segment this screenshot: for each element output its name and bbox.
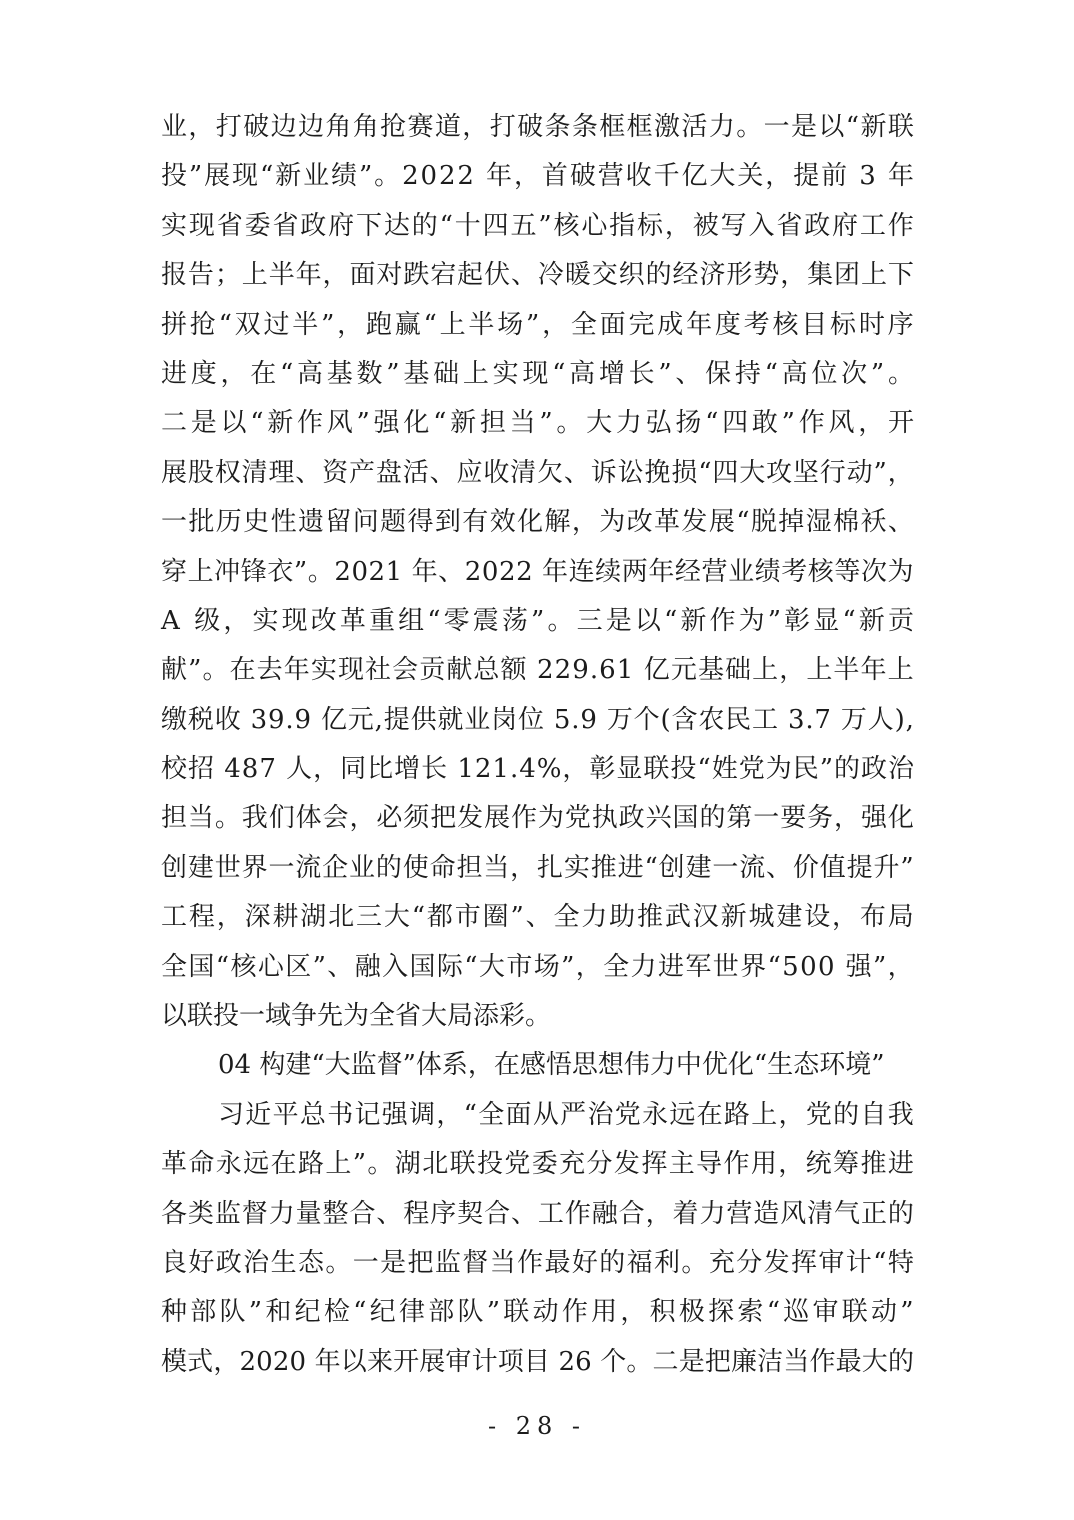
text-line: 业 ， 打 破 边 边 角 角 抢 赛 道 ， 打 破 条 条 框 框 激 活 力 。 一 是 以 “ 新 联 [161,112,914,142]
text-line: 工 程 ， 深 耕 湖 北 三 大 “ 都 市 圈 ” 、 全 力 助 推 武 汉 新 城 建 设 ， 布 局 [161,902,914,933]
text-line: 拼 抢 “ 双 过 半 ” ， 跑 赢 “ 上 半 场 ” ， 全 面 完 成 年 度 考 核 目 标 时 序 [161,309,914,340]
text-line: 二 是 以 “ 新 作 风 ” 强 化 “ 新 担 当 ” 。 大 力 弘 扬 “ 四 敢 ” 作 风 ， 开 [161,408,914,439]
text-line: 担 当 。 我 们 体 会 ， 必 须 把 发 展 作 为 党 执 政 兴 国 的 第 一 要 务 ， 强 化 [161,803,914,834]
text-line: A 级 ， 实 现 改 革 重 组 “ 零 震 荡 ” 。 三 是 以 “ 新 作 为 ” 彰 显 “ 新 贡 [161,605,914,636]
text-line: 穿 上 冲 锋 衣 ” 。 2 0 2 1 年 、 2 0 2 2 年 连 续 两 年 经 营 业 绩 考 核 等 次 为 [161,556,914,587]
text-line: 献 ” 。 在 去 年 实 现 社 会 贡 献 总 额 2 2 9 . 6 1 亿 元 基 础 上 ， 上 半 年 上 [161,655,914,686]
text-line: 投 ” 展 现 “ 新 业 绩 ” 。 2 0 2 2 年 ， 首 破 营 收 千 亿 大 关 ， 提 前 3 年 [161,161,914,192]
text-line: 模 式 ， 2 0 2 0 年 以 来 开 展 审 计 项 目 2 6 个 。 二 是 把 廉 洁 当 作 最 大 的 [161,1346,914,1377]
page-body-text [161,103,914,1387]
text-line: 种 部 队 ” 和 纪 检 “ 纪 律 部 队 ” 联 动 作 用 ， 积 极 探 索 “ 巡 审 联 动 ” [161,1297,914,1328]
text-line: 各 类 监 督 力 量 整 合 、 程 序 契 合 、 工 作 融 合 ， 着 力 营 造 风 清 气 正 的 [161,1198,914,1229]
text-line: 进 度 ， 在 “ 高 基 数 ” 基 础 上 实 现 “ 高 增 长 ” 、 保 持 “ 高 位 次 ” 。 [161,358,914,389]
text-line: 以联投一域争先为全省大局添彩。 [161,1001,552,1032]
text-line: 全 国 “ 核 心 区 ” 、 融 入 国 际 “ 大 市 场 ” ， 全 力 进 军 世 界 “ 5 0 0 强 ” ， [161,951,914,982]
text-line: 实 现 省 委 省 政 府 下 达 的 “ 十 四 五 ” 核 心 指 标 ， 被 写 入 省 政 府 工 作 [161,210,914,241]
text-line: 创 建 世 界 一 流 企 业 的 使 命 担 当 ， 扎 实 推 进 “ 创 建 一 流 、 价 值 提 升 ” [161,852,914,883]
section-heading: 04 构建“大监督”体系，在感悟思想伟力中优化“生态环境” [218,1050,885,1081]
page-footer [0,1406,1074,1446]
text-line: 良 好 政 治 生 态 。 一 是 把 监 督 当 作 最 好 的 福 利 。 充 分 发 挥 审 计 “ 特 [161,1247,914,1278]
text-line: 一 批 历 史 性 遗 留 问 题 得 到 有 效 化 解 ， 为 改 革 发 展 “ 脱 掉 湿 棉 袄 、 [161,507,914,538]
text-line: 革 命 永 远 在 路 上 ” 。 湖 北 联 投 党 委 充 分 发 挥 主 导 作 用 ， 统 筹 推 进 [161,1149,914,1180]
text-line: 展 股 权 清 理 、 资 产 盘 活 、 应 收 清 欠 、 诉 讼 挽 损 “ 四 大 攻 坚 行 动 ” ， [161,457,914,488]
page-number: - 28 - [487,1412,586,1440]
text-line: 缴 税 收 3 9 . 9 亿 元 , 提 供 就 业 岗 位 5 . 9 万 个 ( 含 农 民 工 3 . 7 万 人 ) , [161,704,914,735]
text-line: 报 告 ； 上 半 年 ， 面 对 跌 宕 起 伏 、 冷 暖 交 织 的 经 济 形 势 ， 集 团 上 下 [161,260,914,291]
text-line: 校 招 4 8 7 人 ， 同 比 增 长 1 2 1 . 4 % ， 彰 显 联 投 “ 姓 党 为 民 ” 的 政 治 [161,754,914,785]
text-line: 习 近 平 总 书 记 强 调 ， “ 全 面 从 严 治 党 永 远 在 路 上 ， 党 的 自 我 [218,1099,914,1130]
